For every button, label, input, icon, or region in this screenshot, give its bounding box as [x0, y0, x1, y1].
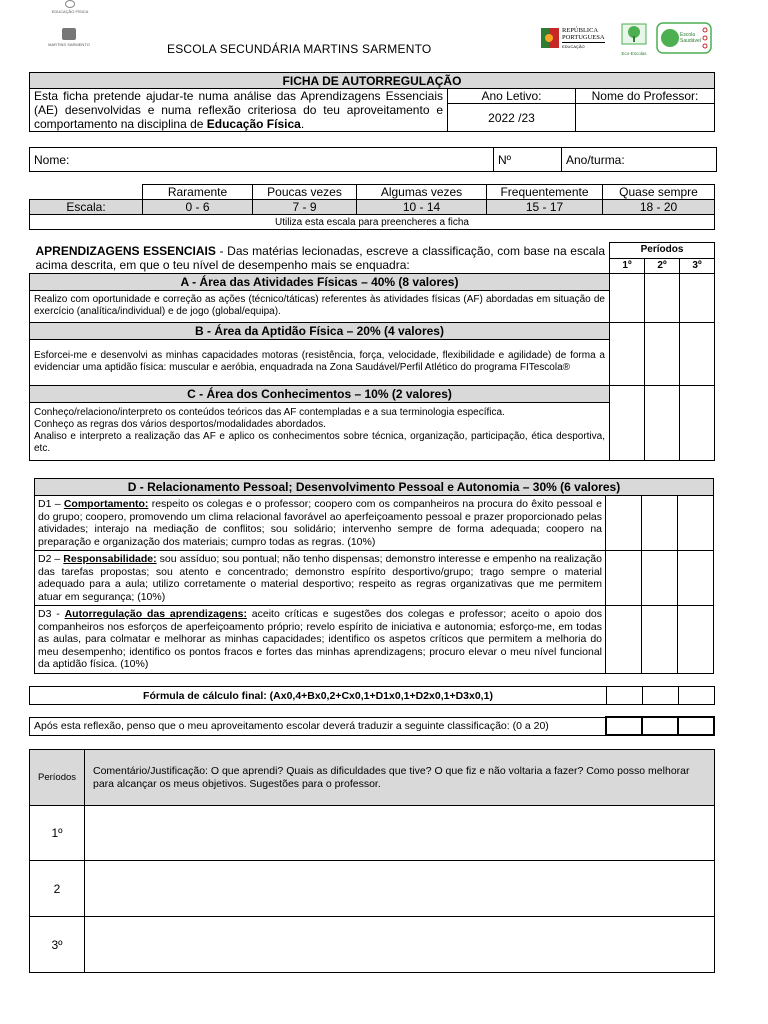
grade-cell-d3-1[interactable] [606, 606, 642, 674]
grade-cell-d1-1[interactable] [606, 496, 642, 551]
grade-cell-d3-3[interactable] [678, 606, 714, 674]
scale-range: 15 - 17 [487, 200, 603, 215]
republica-portuguesa-logo [540, 25, 612, 53]
scale-note: Utiliza esta escala para preencheres a ficha [30, 215, 715, 230]
period-header: 1º [610, 258, 645, 273]
scale-table [29, 184, 715, 230]
ef-logo-text: EDUCAÇÃO FÍSICA [51, 9, 89, 14]
grade-cell-d1-2[interactable] [642, 496, 678, 551]
final-grade-cell-2[interactable] [642, 717, 678, 735]
comment-period-label: 3º [30, 917, 85, 973]
formula-cell-1[interactable] [607, 687, 643, 705]
comment-field-1[interactable] [85, 806, 715, 861]
scale-level-name: Quase sempre [603, 185, 715, 200]
ef-logo-icon [65, 0, 75, 8]
scale-label: Escala: [30, 200, 143, 215]
grade-cell-c-1[interactable] [610, 402, 645, 460]
scale-range: 10 - 14 [357, 200, 487, 215]
section-c-text: Conheço/relaciono/interpreto os conteúdos teóricos das AF contempladas e a sua terminologia específica. Conheço as regras dos vários desportos/modalidades abordados. Analiso e interpreto a realização das AF e aplico os conhecimentos sobre técnica, organização, participação, ética desportiva, etc. [30, 402, 610, 460]
final-grade-table [29, 716, 715, 736]
grade-cell-b-3[interactable] [680, 339, 715, 385]
d2-text: D2 – Responsabilidade: sou assíduo; sou pontual; não tenho dispensas; demonstro interesse e empenho na realização das tarefas propostas; sou atento e concentrado; demonstro espírito desportivo/grupo; trago sempre o material adequado para a aula; utilizo corretamente o material desportivo; respeito as regras organizativas que me permitem atuar em segurança; (10%) [35, 551, 606, 606]
ms-crest-icon [62, 28, 76, 40]
escola-saudavel-logo: Escola Saudável [656, 22, 712, 54]
scale-level-name: Frequentemente [487, 185, 603, 200]
formula-table [29, 686, 715, 705]
comment-field-2[interactable] [85, 861, 715, 917]
scale-level-name: Poucas vezes [253, 185, 357, 200]
section-a-text: Realizo com oportunidade e correção as ações (técnico/táticas) referentes às atividades físicas (AF) abordadas em situação de exercício (analítica/individual) e de jogo (global/equipa). [30, 290, 610, 322]
comment-period-label: 1º [30, 806, 85, 861]
final-grade-cell-3[interactable] [678, 717, 714, 735]
grade-cell-a-1[interactable] [610, 290, 645, 322]
grade-cell-d2-1[interactable] [606, 551, 642, 606]
section-d-table [34, 478, 714, 674]
grade-cell-a-2[interactable] [645, 290, 680, 322]
ficha-table [29, 72, 715, 132]
formula-cell-2[interactable] [643, 687, 679, 705]
grade-cell-d2-2[interactable] [642, 551, 678, 606]
scale-range: 7 - 9 [253, 200, 357, 215]
scale-level-name: Algumas vezes [357, 185, 487, 200]
rp-text: REPÚBLICA PORTUGUESA EDUCAÇÃO [562, 27, 605, 49]
formula-text: Fórmula de cálculo final: (Ax0,4+Bx0,2+Cx0,1+D1x0,1+D2x0,1+D3x0,1) [30, 687, 607, 705]
comment-field-3[interactable] [85, 917, 715, 973]
grade-cell-d2-3[interactable] [678, 551, 714, 606]
scale-level-name: Raramente [143, 185, 253, 200]
final-grade-cell-1[interactable] [606, 717, 642, 735]
section-c-title: C - Área dos Conhecimentos – 10% (2 valores) [30, 385, 610, 402]
grade-cell-d3-2[interactable] [642, 606, 678, 674]
grade-cell-a-3[interactable] [680, 290, 715, 322]
eco-escolas-logo: Eco-Escolas [618, 22, 650, 54]
grade-cell-b-1[interactable] [610, 339, 645, 385]
grade-cell-c-3[interactable] [680, 402, 715, 460]
ano-letivo-value: 2022 /23 [448, 104, 576, 132]
d3-text: D3 - Autorregulação das aprendizagens: aceito críticas e sugestões dos colegas e professor; aceito o apoio dos companheiros nos esforços de aperfeiçoamento próprio; revelo espírito de iniciativa e autonomia; esforço-me, em todas as aulas, para colmatar e melhorar as minhas capacidades; identifico os aspetos críticos que permitem a melhoria do meu desempenho; identifico os pontos fracos e fortes das minhas aprendizagens; procuro elevar o meu nível funcional da aptidão física. (10%) [35, 606, 606, 674]
grade-cell-d1-3[interactable] [678, 496, 714, 551]
nome-field[interactable]: Nome: [30, 148, 494, 172]
comments-table [29, 749, 715, 973]
flag-emblem-icon [540, 27, 560, 49]
martins-sarmento-logo [44, 28, 94, 60]
period-header: 2º [645, 258, 680, 273]
comments-periods-header: Períodos [30, 750, 85, 806]
scale-range: 18 - 20 [603, 200, 715, 215]
periods-header: Períodos [610, 243, 715, 259]
grade-cell-c-2[interactable] [645, 402, 680, 460]
ms-logo-text: MARTINS SARMENTO [48, 42, 90, 47]
ano-letivo-label: Ano Letivo: [448, 89, 576, 104]
ficha-intro: Esta ficha pretende ajudar-te numa análise das Aprendizagens Essenciais (AE) desenvolvidas e numa reflexão criteriosa do teu aproveitamento e comportamento na disciplina de Educação Física. [30, 89, 448, 132]
scale-range: 0 - 6 [143, 200, 253, 215]
numero-field[interactable]: Nº [494, 148, 562, 172]
grade-cell-b-2[interactable] [645, 339, 680, 385]
professor-label: Nome do Professor: [576, 89, 715, 104]
student-info-table [29, 147, 717, 172]
school-name: ESCOLA SECUNDÁRIA MARTINS SARMENTO [167, 42, 432, 56]
professor-field[interactable] [576, 104, 715, 132]
final-grade-text: Após esta reflexão, penso que o meu aproveitamento escolar deverá traduzir a seguinte classificação: (0 a 20) [30, 717, 607, 735]
comment-period-label: 2 [30, 861, 85, 917]
section-a-title: A - Área das Atividades Físicas – 40% (8 valores) [30, 273, 610, 290]
section-b-title: B - Área da Aptidão Física – 20% (4 valores) [30, 322, 610, 339]
comments-prompt: Comentário/Justificação: O que aprendi? Quais as dificuldades que tive? O que fiz e não voltaria a fazer? Como posso melhorar para alcançar os meus objetivos. Sugestões para o professor. [85, 750, 715, 806]
ae-heading: APRENDIZAGENS ESSENCIAIS - Das matérias lecionadas, escreve a classificação, com base na escala acima descrita, em que o teu nível de desempenho mais se enquadra: [30, 243, 610, 274]
section-b-text: Esforcei-me e desenvolvi as minhas capacidades motoras (resistência, força, velocidade, flexibilidade e agilidade) de forma a evidenciar uma aptidão física: muscular e aeróbia, enquadrada na Zona Saudável/Perfil Atlético do programa FITescola® [30, 339, 610, 385]
ae-table [29, 242, 715, 461]
formula-cell-3[interactable] [679, 687, 715, 705]
eco-tree-icon [618, 22, 650, 46]
section-d-title: D - Relacionamento Pessoal; Desenvolvimento Pessoal e Autonomia – 30% (6 valores) [35, 479, 714, 496]
educacao-fisica-logo [50, 0, 90, 20]
ficha-title: FICHA DE AUTORREGULAÇÃO [30, 73, 715, 89]
d1-text: D1 – Comportamento: respeito os colegas e o professor; coopero com os companheiros na procura do êxito pessoal e do grupo; coopero, promovendo um clima relacional favorável ao aperfeiçoamento pessoal e prazer proporcionado pelas atividades; interajo na mediação de conflitos; sou solidário; intervenho sempre de forma adequada; coopero na preparação e organização dos materiais; cumpro todas as regras. (10%) [35, 496, 606, 551]
ano-turma-field[interactable]: Ano/turma: [562, 148, 717, 172]
period-header: 3º [680, 258, 715, 273]
